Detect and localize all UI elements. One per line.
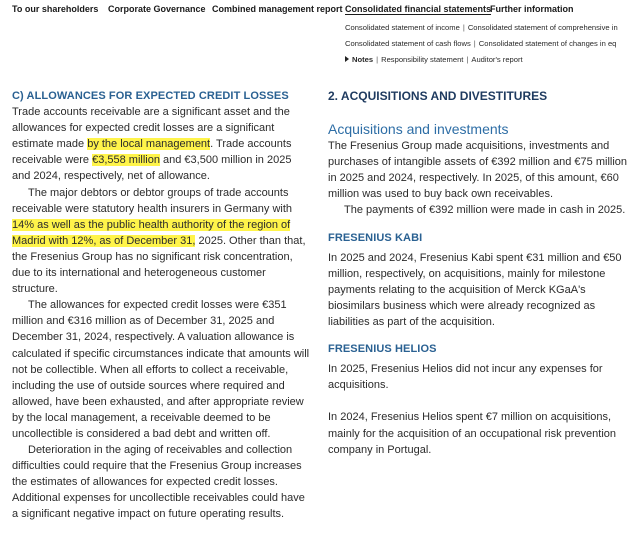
- text-run: Trade accounts receivable are a significant asset and the allowances for expected credit losses are a significant estimate made: [12, 106, 290, 151]
- paragraph-payments: The payments of €392 million were made in cash in 2025.: [344, 204, 626, 217]
- subnav-separator: |: [376, 55, 379, 64]
- subnav-separator: |: [462, 23, 465, 32]
- acquisitions-investments-subheading: Acquisitions and investments: [328, 121, 509, 138]
- subnav-statement-of-cash-flows[interactable]: Consolidated statement of cash flows: [345, 39, 471, 48]
- paragraph-helios-2024: In 2024, Fresenius Helios spent €7 million on acquisitions, mainly for the acquisition of an occupational risk prevention company in Portugal.: [328, 411, 616, 456]
- nav-to-our-shareholders[interactable]: To our shareholders: [12, 4, 99, 14]
- subnav-notes[interactable]: Notes: [352, 55, 374, 64]
- highlight-receivables-amount: €3,558 million: [92, 154, 160, 167]
- fresenius-helios-heading: FRESENIUS HELIOS: [328, 343, 437, 356]
- nav-further-information[interactable]: Further information: [490, 4, 574, 14]
- allowances-heading: C) ALLOWANCES FOR EXPECTED CREDIT LOSSES: [12, 90, 289, 102]
- subnav-statement-of-changes-in-equity[interactable]: Consolidated statement of changes in eq: [478, 39, 617, 48]
- subnav-responsibility-statement[interactable]: Responsibility statement: [381, 55, 464, 64]
- subnav-auditors-report[interactable]: Auditor's report: [471, 55, 523, 64]
- paragraph-trade-receivables: [12, 104, 310, 184]
- right-column: [328, 88, 633, 458]
- text-run: . Trade accounts receivable were: [12, 138, 292, 167]
- nav-corporate-governance[interactable]: Corporate Governance: [108, 4, 206, 14]
- top-navigation: [0, 0, 637, 18]
- text-run: The major debtors or debtor groups of trade accounts receivable were statutory health insurers in Germany with: [12, 186, 293, 215]
- paragraph-allowances-amount: The allowances for expected credit losses were €351 million and €316 million as of December 31, 2025 and December 31, 2024, respectively. A valuation allowance is calculated if specific circumstances indicate that amounts will not be collectible. When all efforts to collect a receivable, including the use of outside sources where required and allowed, have been exhausted, and after appropriate review by the local management, a receivable deemed to be uncollectible is considered a bad debt and written off.: [12, 299, 310, 440]
- paragraph-helios-2025: In 2025, Fresenius Helios did not incur any expenses for acquisitions.: [328, 363, 603, 392]
- acquisitions-section-heading: 2. ACQUISITIONS AND DIVESTITURES: [328, 89, 548, 103]
- subnav-separator: |: [473, 39, 476, 48]
- highlight-madrid-authority: 14% as well as the public health authority of the region of Madrid with 12%, as of December 31,: [12, 218, 291, 247]
- left-column: [12, 88, 310, 523]
- highlight-local-management: by the local management: [87, 138, 211, 151]
- paragraph-deterioration: Deterioration in the aging of receivables and collection difficulties could require that the Fresenius Group increases the estimates of allowances for expected credit losses. Additional expenses for uncollectible receivables could have a significant negative impact on future operating results.: [12, 444, 305, 521]
- subnav-statement-of-income[interactable]: Consolidated statement of income: [345, 23, 460, 32]
- subnav-row-3: [345, 55, 637, 64]
- text-run: and €3,500 million in 2025 and 2024, respectively, net of allowance.: [12, 154, 292, 183]
- subnav-row-2: [345, 39, 637, 48]
- nav-consolidated-financial-statements[interactable]: Consolidated financial statements: [345, 4, 492, 14]
- nav-combined-management-report[interactable]: Combined management report: [212, 4, 343, 14]
- subnav-statement-of-comprehensive-income[interactable]: Consolidated statement of comprehensive in: [467, 23, 618, 32]
- text-run: 2025. Other than that, the Fresenius Group has no significant risk concentration, due to its international and heterogeneous customer structure.: [12, 234, 306, 296]
- subnav-separator: |: [466, 55, 469, 64]
- subnav-row-1: [345, 23, 637, 32]
- paragraph-acquisitions-total: The Fresenius Group made acquisitions, investments and purchases of intangible assets of €392 million and €75 million in 2025 and 2024, respectively. In 2025, of this amount, €60 million was used to buy back own receivables.: [328, 140, 628, 201]
- current-page-triangle-icon: [345, 56, 349, 62]
- paragraph-kabi: In 2025 and 2024, Fresenius Kabi spent €31 million and €50 million, respectively, on acquisitions, mainly for milestone payments relating to the acquisition of Merck KGaA's biosimilars business which were already recognized as liabilities as part of the acquisition.: [328, 251, 622, 329]
- paragraph-major-debtors: [12, 185, 310, 298]
- fresenius-kabi-heading: FRESENIUS KABI: [328, 231, 423, 244]
